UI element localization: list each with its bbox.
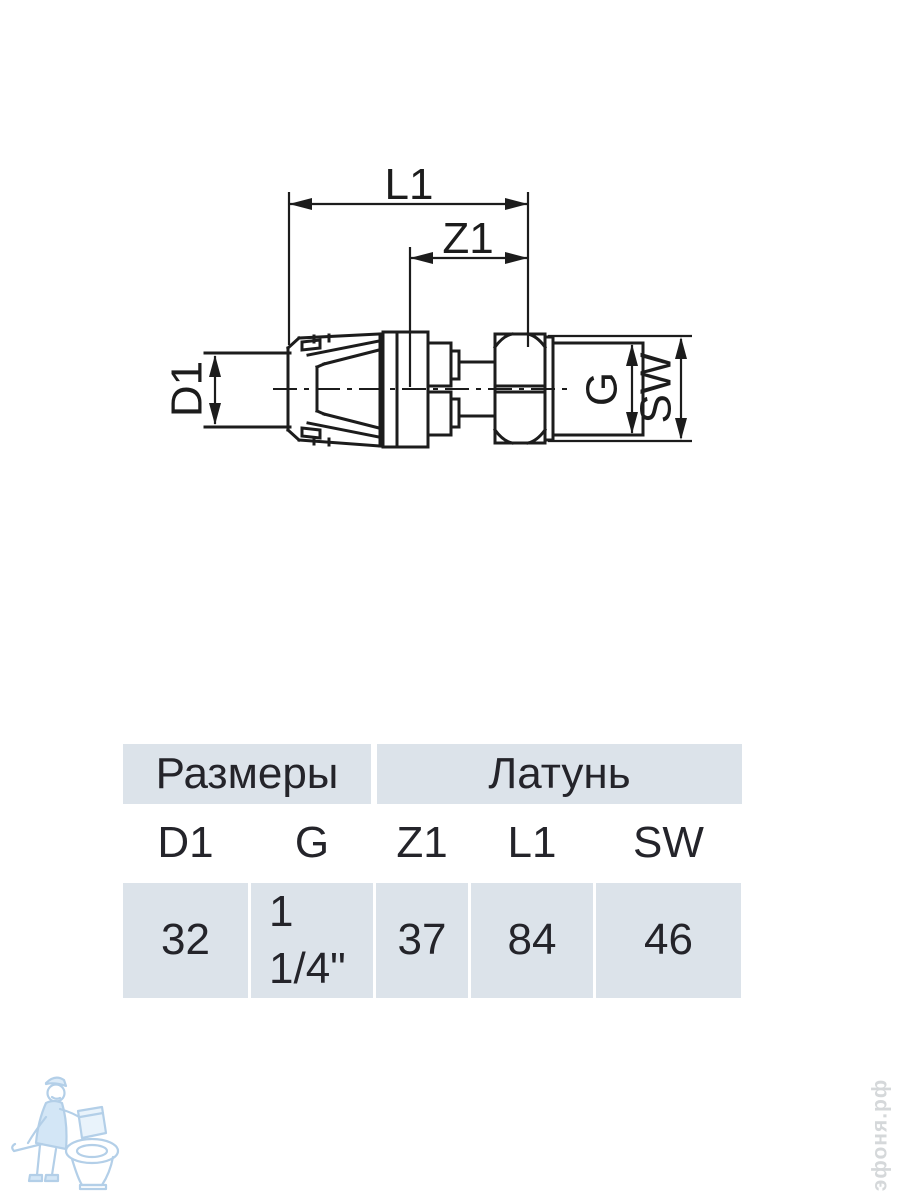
value-g <box>251 883 373 998</box>
value-sw: 46 <box>596 883 741 998</box>
dimension-label-l1: L1 <box>384 160 434 209</box>
dimension-label-z1: Z1 <box>442 214 494 263</box>
column-header-g: G <box>251 804 373 883</box>
dimension-label-d1: D1 <box>162 360 212 418</box>
site-watermark-text: эфоня.рф <box>868 1078 891 1192</box>
table-group-header-row <box>123 744 742 804</box>
column-header-sw: SW <box>596 804 741 883</box>
dimension-label-g: G <box>577 371 627 407</box>
column-header-d1: D1 <box>123 804 248 883</box>
dimension-label-sw: SW <box>631 352 681 424</box>
value-l1: 84 <box>471 883 593 998</box>
value-d1: 32 <box>123 883 248 998</box>
table-value-row <box>123 883 742 998</box>
value-g-line2: 1/4" <box>269 943 346 993</box>
site-watermark <box>815 1070 900 1200</box>
dimensions-table <box>123 744 742 998</box>
value-z1: 37 <box>376 883 468 998</box>
column-header-z1: Z1 <box>376 804 468 883</box>
table-column-header-row <box>123 804 742 883</box>
group-header-sizes: Размеры <box>123 744 371 804</box>
column-header-l1: L1 <box>471 804 593 883</box>
group-header-material: Латунь <box>377 744 742 804</box>
value-g-line1: 1 <box>269 887 294 937</box>
plumber-watermark-icon <box>8 1063 126 1191</box>
